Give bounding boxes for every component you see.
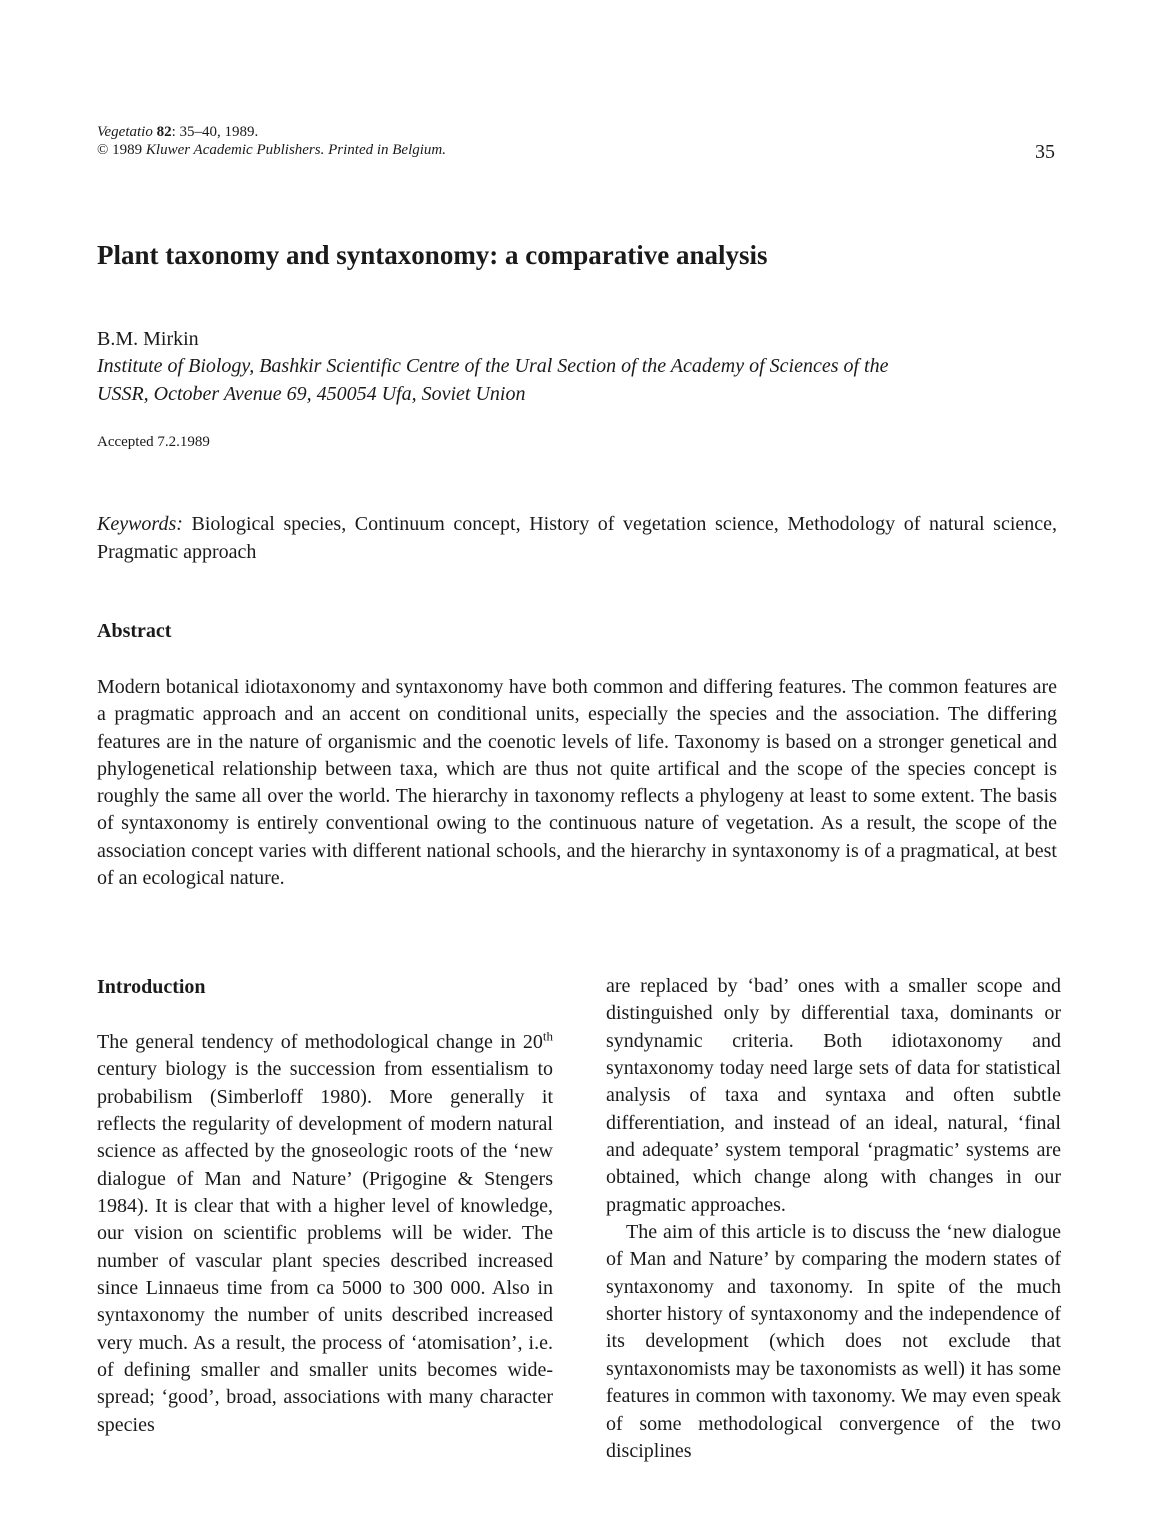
author-name: B.M. Mirkin <box>97 328 199 350</box>
intro-paragraph-1 <box>97 1029 553 1439</box>
journal-name: Vegetatio <box>97 124 153 140</box>
keywords-text: Biological species, Continuum concept, History of vegetation science, Methodology of natural science, Pragmatic approach <box>97 513 1058 563</box>
intro-p1-rest: century biology is the succession from essentialism to probabilism (Simberloff 1980). More generally it reflects the regularity of development of modern natural science as affected by the gnoseologic roots of the ‘new dialogue of Man and Nature’ (Prigogine & Stengers 1984). It is clear that with a higher level of knowledge, our vision on scientific problems will be wider. The number of vascular plant species described increased since Linnaeus time from ca 5000 to 300 000. Also in syntaxonomy the number of units described increased very much. As a result, the process of ‘atomisation’, i.e. of defining smaller and smaller units becomes wide-spread; ‘good’, broad, associations with many character species <box>97 1058 553 1436</box>
affiliation-line-2: USSR, October Avenue 69, 450054 Ufa, Soviet Union <box>97 383 526 405</box>
intro-paragraph-1-continued: are replaced by ‘bad’ ones with a smaller scope and distinguished only by differential taxa, dominants or syndynamic criteria. Both idiotaxonomy and syntaxonomy today need large sets of data for statistical analysis of taxa and syntaxa and often subtle differentiation, and instead of an ideal, natural, ‘final and adequate’ system temporal ‘pragmatic’ systems are obtained, which change along with changes in our pragmatic approaches. <box>606 975 1061 1216</box>
pages-year: : 35–40, 1989. <box>171 124 259 140</box>
copyright-line <box>97 141 446 159</box>
ordinal-superscript: th <box>542 1028 553 1044</box>
intro-p1-start: The general tendency of methodological change in 20 <box>97 1031 543 1053</box>
page-number: 35 <box>1035 141 1055 163</box>
volume-number: 82 <box>156 124 172 140</box>
journal-citation <box>97 123 446 159</box>
keywords-label: Keywords: <box>97 513 183 535</box>
copyright-year: © 1989 <box>97 142 143 158</box>
keywords-section <box>97 510 1057 566</box>
article-title: Plant taxonomy and syntaxonomy: a comparative analysis <box>97 240 768 270</box>
abstract-heading: Abstract <box>97 620 172 642</box>
affiliation-line-1: Institute of Biology, Bashkir Scientific Centre of the Ural Section of the Academy of Sciences of the <box>97 355 889 377</box>
abstract-body: Modern botanical idiotaxonomy and syntaxonomy have both common and differing features. The common features are a pragmatic approach and an accent on conditional units, especially the species and the association. The differing features are in the nature of organismic and the coenotic levels of life. Taxonomy is based on a stronger genetical and phylogenetical relationship between taxa, which are thus not quite artifical and the scope of the species concept is roughly the same all over the world. The hierarchy in taxonomy reflects a phylogeny at least to some extent. The basis of syntaxonomy is entirely conventional owing to the continuous nature of vegetation. As a result, the scope of the association concept varies with different national schools, and the hierarchy in syntaxonomy is of a pragmatical, at best of an ecological nature. <box>97 676 1057 890</box>
right-column <box>606 973 1061 1465</box>
publisher-info: Kluwer Academic Publishers. Printed in Belgium. <box>145 142 447 158</box>
accepted-date: Accepted 7.2.1989 <box>97 434 210 450</box>
author-affiliation <box>97 352 1057 408</box>
left-column <box>97 1029 553 1439</box>
introduction-heading: Introduction <box>97 976 206 998</box>
intro-paragraph-2: The aim of this article is to discuss the ‘new dialogue of Man and Nature’ by comparing the modern states of syntaxonomy and taxonomy. In spite of the much shorter history of syntaxonomy and the independence of its development (which does not exclude that syntaxonomists may be taxonomists as well) it has some features in common with taxonomy. We may even speak of some methodological convergence of the two disciplines <box>606 1221 1061 1462</box>
citation-line <box>97 123 446 141</box>
